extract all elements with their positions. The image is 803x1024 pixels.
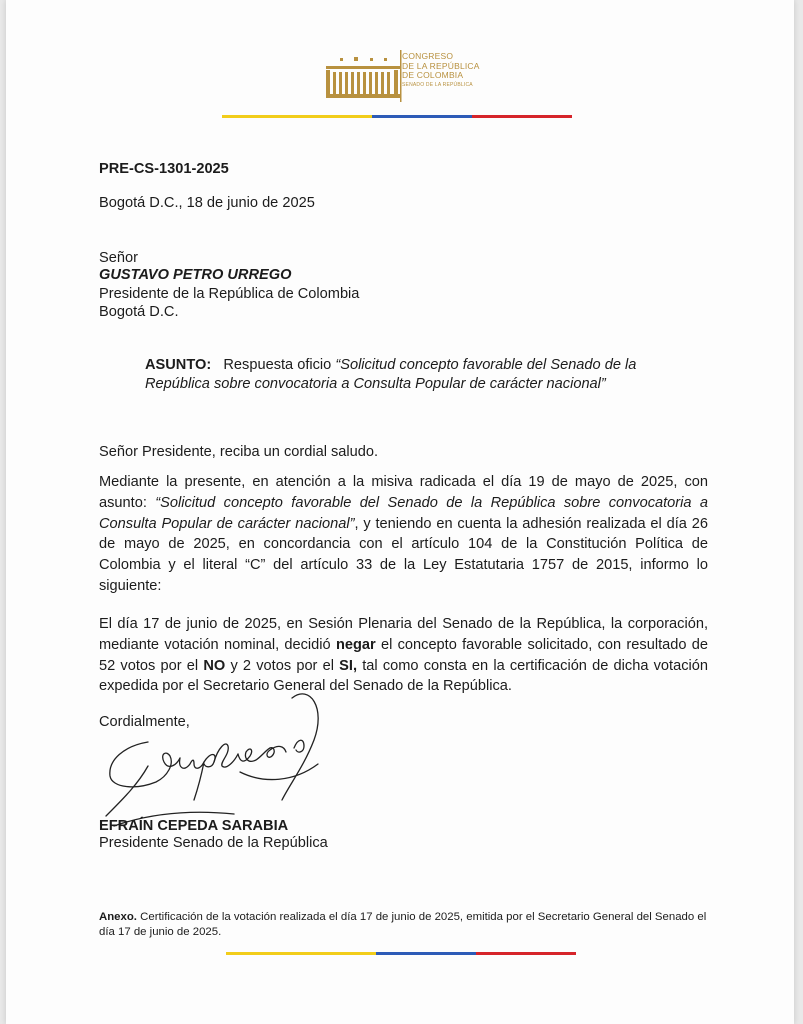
annex-label: Anexo. <box>99 911 137 923</box>
flag-yellow-bottom <box>226 952 376 955</box>
flag-blue <box>372 115 472 118</box>
logo-line-1: CONGRESO <box>402 51 454 61</box>
p1-text-c: , y teniendo en cuenta la adhesión realizada el día 26 de mayo de 2025, en concordancia con el artículo 104 de la Constitución Política de Colombia y el literal “C” del artículo 33 de la Ley Estatutaria 1757 de 2015, informo lo siguiente: <box>99 515 708 594</box>
annex-note <box>99 910 716 940</box>
subject-text: Respuesta oficio <box>223 357 332 373</box>
recipient-role: Presidente de la República de Colombia <box>99 286 360 302</box>
handwritten-signature <box>94 688 334 828</box>
p1-text-a: Mediante la presente, en atención a la misiva radicada el día 19 de mayo de 2025, con asunto: <box>99 474 708 511</box>
closing: Cordialmente, <box>99 714 190 730</box>
flag-blue-bottom <box>376 952 476 955</box>
flag-red <box>472 115 572 118</box>
congress-logo <box>318 48 498 104</box>
salutation-title: Señor <box>99 250 138 266</box>
p2-negar: negar <box>335 636 376 653</box>
flag-yellow <box>222 115 372 118</box>
logo-wordmark <box>402 52 480 89</box>
signer-name: EFRAÍN CEPEDA SARABIA <box>99 818 289 834</box>
subject-label: ASUNTO: <box>145 357 212 373</box>
subject-block <box>145 356 685 394</box>
capitol-icon <box>318 48 402 104</box>
p2-text-c: el concepto favorable solicitado, con resultado de 52 votos por el <box>99 636 708 674</box>
paragraph-2 <box>99 614 708 697</box>
paragraph-1 <box>99 472 708 597</box>
logo-line-3: DE COLOMBIA <box>402 70 464 80</box>
p2-text-e: y 2 votos por el <box>225 657 340 674</box>
greeting: Señor Presidente, reciba un cordial saludo. <box>99 444 379 460</box>
logo-line-2: DE LA REPÚBLICA <box>402 60 480 71</box>
flag-rule-top <box>222 115 572 118</box>
annex-text: Certificación de la votación realizada el día 17 de junio de 2025, emitida por el Secretario General del Senado el día 17 de junio de 2025. <box>99 911 707 938</box>
p2-si: SI, <box>339 657 358 674</box>
reference-number: PRE-CS-1301-2025 <box>99 161 229 177</box>
p1-subject-quote: “Solicitud concepto favorable del Senado de la República sobre convocatoria a Consulta Popular de carácter nacional” <box>99 494 709 532</box>
flag-red-bottom <box>476 952 576 955</box>
flag-rule-bottom <box>226 952 576 955</box>
p2-text-g: tal como consta en la certificación de dicha votación expedida por el Secretario General del Senado de la República. <box>99 657 708 695</box>
signer-role: Presidente Senado de la República <box>99 835 328 851</box>
p2-text-a: El día 17 de junio de 2025, en Sesión Plenaria del Senado de la República, la corporación, mediante votación nominal, decidió <box>99 616 708 653</box>
place-date: Bogotá D.C., 18 de junio de 2025 <box>99 195 315 211</box>
p2-no: NO <box>203 657 226 674</box>
recipient-name: GUSTAVO PETRO URREGO <box>99 267 292 283</box>
letter-page <box>6 0 794 1024</box>
subject-title: “Solicitud concepto favorable del Senado de la República sobre convocatoria a Consulta Popular de carácter nacional” <box>145 357 637 392</box>
recipient-city: Bogotá D.C. <box>99 304 179 320</box>
logo-line-4: SENADO DE LA REPÚBLICA <box>402 81 473 88</box>
